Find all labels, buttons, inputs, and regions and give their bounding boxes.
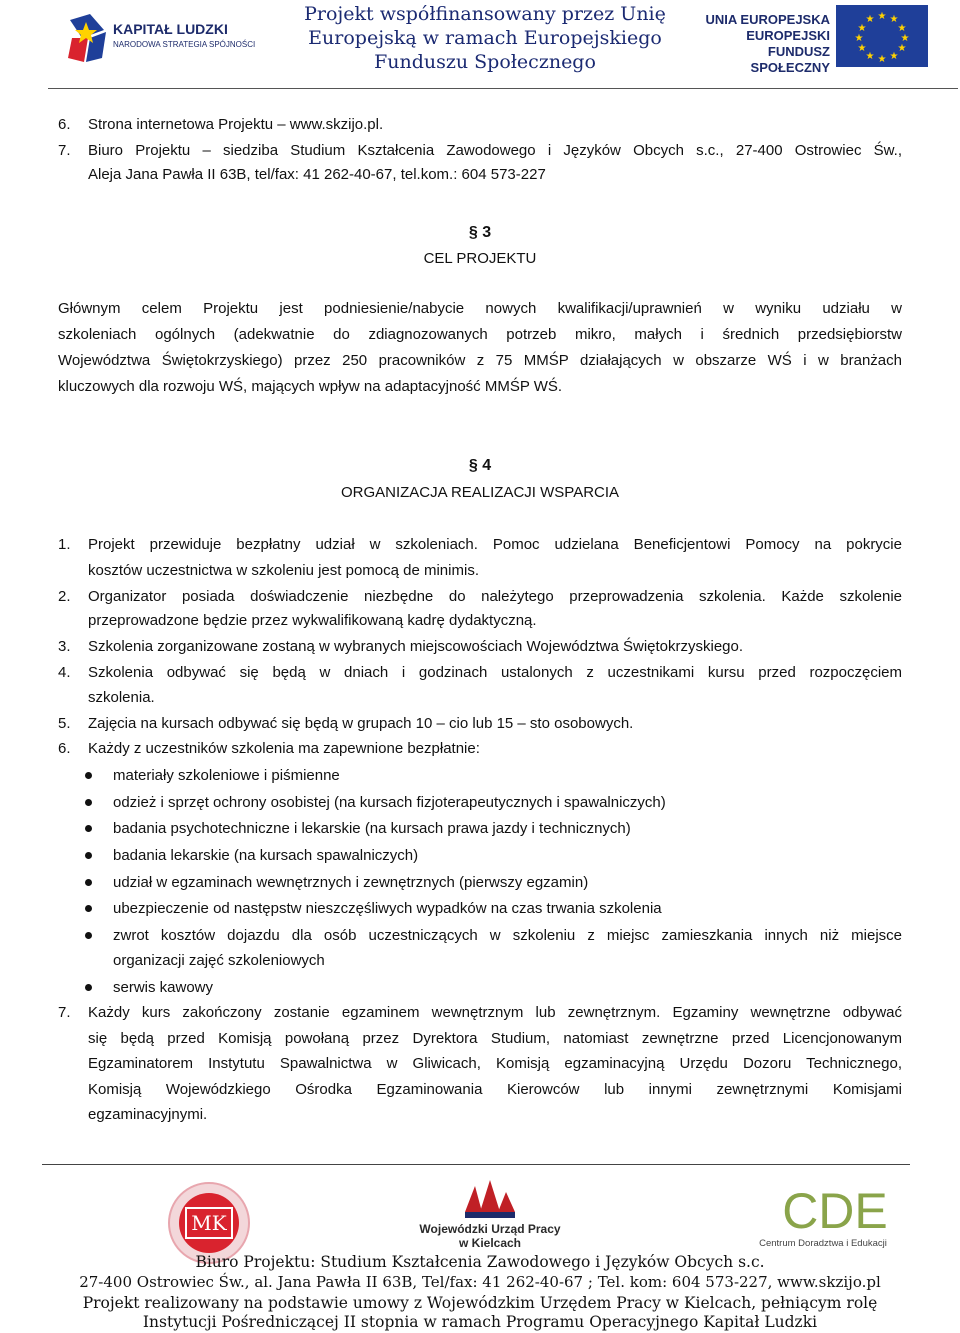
list-number: 4. [58, 664, 71, 681]
wup-logo-text [410, 1222, 570, 1250]
paragraph-line: kluczowych dla rozwoju WŚ, mających wpływ na adaptacyjność MMŚP WŚ. [58, 378, 563, 395]
svg-text:★: ★ [865, 14, 875, 25]
section-number: § 4 [468, 457, 492, 474]
bullet-icon [85, 852, 92, 859]
wup-logo-line: Wojewódzki Urząd Pracy [419, 1222, 561, 1236]
list-number: 7. [58, 1004, 71, 1021]
list-item-text: Biuro Projektu – siedziba Studium Kształcenia Zawodowego i Języków Obcych s.c., 27-400 Ostrowiec Św., [88, 142, 902, 159]
section-number: § 3 [468, 224, 492, 241]
list-item-text: Projekt przewiduje bezpłatny udział w szkoleniach. Pomoc udzielana Beneficjentowi Pomocy na pokrycie [88, 536, 902, 553]
svg-text:★: ★ [854, 33, 864, 44]
bullet-item: udział w egzaminach wewnętrznych i zewnętrznych (pierwszy egzamin) [113, 874, 589, 891]
paragraph-line: szkoleniach ogólnych (adekwatnie do zdiagnozowanych potrzeb mikro, małych i średnich przedsiębiorstw [58, 326, 902, 343]
svg-text:★: ★ [857, 43, 867, 54]
list-item-text: Każdy kurs zakończony zostanie egzaminem wewnętrznym lub zewnętrznym. Egzaminy wewnętrzne odbywać [88, 1004, 902, 1021]
list-number: 6. [58, 740, 71, 757]
cofinancing-title-line: Funduszu Społecznego [374, 51, 596, 73]
svg-text:★: ★ [900, 33, 910, 44]
svg-text:★: ★ [877, 11, 887, 22]
bullet-item: zwrot kosztów dojazdu dla osób uczestniczących w szkoleniu z miejsc zamieszkania innych niż miejsce [113, 927, 902, 944]
footer-line: 27-400 Ostrowiec Św., al. Jana Pawła II 63B, Tel/fax: 41 262-40-67 ; Tel. kom: 604 573-227, www.skzijo.pl [79, 1273, 881, 1291]
svg-text:★: ★ [897, 23, 907, 34]
list-number: 6. [58, 116, 71, 133]
svg-text:★: ★ [889, 14, 899, 25]
eu-logo-line: FUNDUSZ SPOŁECZNY [750, 44, 830, 75]
eu-fund-logo-text [690, 12, 830, 76]
bullet-icon [85, 879, 92, 886]
cofinancing-title [290, 2, 680, 74]
bullet-item: materiały szkoleniowe i piśmienne [113, 767, 340, 784]
bullet-icon [85, 932, 92, 939]
kapital-ludzki-logo [66, 8, 256, 66]
list-item-text: Strona internetowa Projektu – www.skzijo.pl. [88, 116, 384, 133]
list-item-text: Egzaminatorem Instytutu Spawalnictwa w Gliwicach, Komisją egzaminacyjną Urzędu Dozoru Technicznego, [88, 1055, 902, 1072]
svg-text:★: ★ [857, 23, 867, 34]
bullet-icon [85, 905, 92, 912]
cde-logo-text: CDE [782, 1183, 888, 1238]
list-number: 2. [58, 588, 71, 605]
cde-logo-subtitle: Centrum Doradztwa i Edukacji [759, 1238, 887, 1249]
footer-line: Projekt realizowany na podstawie umowy z Wojewódzkim Urzędem Pracy w Kielcach, pełniącym rolę [82, 1294, 878, 1312]
bullet-icon [85, 825, 92, 832]
list-number: 5. [58, 715, 71, 732]
footer-divider [42, 1164, 910, 1165]
list-item-text: Każdy z uczestników szkolenia ma zapewnione bezpłatnie: [88, 740, 480, 757]
list-item-text: się będą przed Komisją powołaną przez Dyrektora Studium, natomiast zewnętrzne przed Licencjonowanym [88, 1030, 902, 1047]
bullet-icon [85, 984, 92, 991]
svg-text:★: ★ [889, 51, 899, 62]
svg-text:★: ★ [865, 51, 875, 62]
paragraph-line: Głównym celem Projektu jest podniesienie/nabycie nowych kwalifikacji/uprawnień w wyniku udziału w [58, 300, 902, 317]
list-item-text: Organizator posiada doświadczenie niezbędne do należytego przeprowadzenia szkolenia. Każde szkolenie [88, 588, 902, 605]
list-item-text: egzaminacyjnymi. [88, 1106, 208, 1123]
kapital-ludzki-star-icon [66, 8, 110, 66]
list-item-text: Szkolenia zorganizowane zostaną w wybranych miejscowościach Województwa Świętokrzyskiego. [88, 638, 744, 655]
svg-text:★: ★ [897, 43, 907, 54]
kapital-ludzki-subtitle: NARODOWA STRATEGIA SPÓJNOŚCI [113, 40, 256, 49]
section-heading: CEL PROJEKTU [423, 250, 537, 267]
bullet-icon [85, 799, 92, 806]
kapital-ludzki-name: KAPITAŁ LUDZKI [113, 21, 228, 37]
list-item-text: szkolenia. [88, 689, 155, 706]
list-item-text: Zajęcia na kursach odbywać się będą w grupach 10 – cio lub 15 – sto osobowych. [88, 715, 634, 732]
list-number: 3. [58, 638, 71, 655]
eu-logo-line: EUROPEJSKI [746, 28, 830, 43]
eu-logo-line: UNIA EUROPEJSKA [705, 12, 830, 27]
header-divider [48, 88, 958, 89]
bullet-item: badania lekarskie (na kursach spawalniczych) [113, 847, 419, 864]
wup-emblem-icon [420, 1172, 560, 1222]
list-item-text: przeprowadzone będzie przez wykwalifikowaną kadrę dydaktyczną. [88, 612, 537, 629]
section-heading: ORGANIZACJA REALIZACJI WSPARCIA [340, 484, 620, 501]
svg-text:★: ★ [877, 54, 887, 65]
bullet-item-continuation: organizacji zajęć szkoleniowych [113, 952, 325, 969]
bullet-item: odzież i sprzęt ochrony osobistej (na kursach fizjoterapeutycznych i spawalniczych) [113, 794, 666, 811]
bullet-item: serwis kawowy [113, 979, 214, 996]
wup-logo-line: w Kielcach [458, 1236, 522, 1250]
bullet-icon [85, 772, 92, 779]
list-item-text: Komisją Wojewódzkiego Ośrodka Egzaminowania Kierowców lub innymi zewnętrznymi Komisjami [88, 1081, 902, 1098]
list-number: 7. [58, 142, 71, 159]
eu-flag-icon [836, 5, 928, 67]
cofinancing-title-line: Projekt współfinansowany przez Unię [304, 3, 666, 25]
list-number: 1. [58, 536, 71, 553]
mk-logo-text: MK [191, 1211, 227, 1235]
list-item-text: kosztów uczestnictwa w szkoleniu jest pomocą de minimis. [88, 562, 479, 579]
paragraph-line: Województwa Świętokrzyskiego) przez 250 pracowników z 75 MMŚP działających w obszarze WŚ i w branżach [58, 352, 902, 369]
list-item-text: Szkolenia odbywać się będą w dniach i godzinach ustalonych z uczestnikami kursu przed rozpoczęciem [88, 664, 902, 681]
list-item-text: Aleja Jana Pawła II 63B, tel/fax: 41 262-40-67, tel.kom.: 604 573-227 [88, 166, 546, 183]
page-header [0, 0, 960, 90]
bullet-item: ubezpieczenie od następstw nieszczęśliwych wypadków na czas trwania szkolenia [113, 900, 662, 917]
footer-line: Biuro Projektu: Studium Kształcenia Zawodowego i Języków Obcych s.c. [195, 1253, 765, 1271]
footer-line: Instytucji Pośredniczącej II stopnia w ramach Programu Operacyjnego Kapitał Ludzki [142, 1313, 818, 1331]
bullet-item: badania psychotechniczne i lekarskie (na kursach prawa jazdy i technicznych) [113, 820, 631, 837]
cofinancing-title-line: Europejską w ramach Europejskiego [308, 27, 662, 49]
